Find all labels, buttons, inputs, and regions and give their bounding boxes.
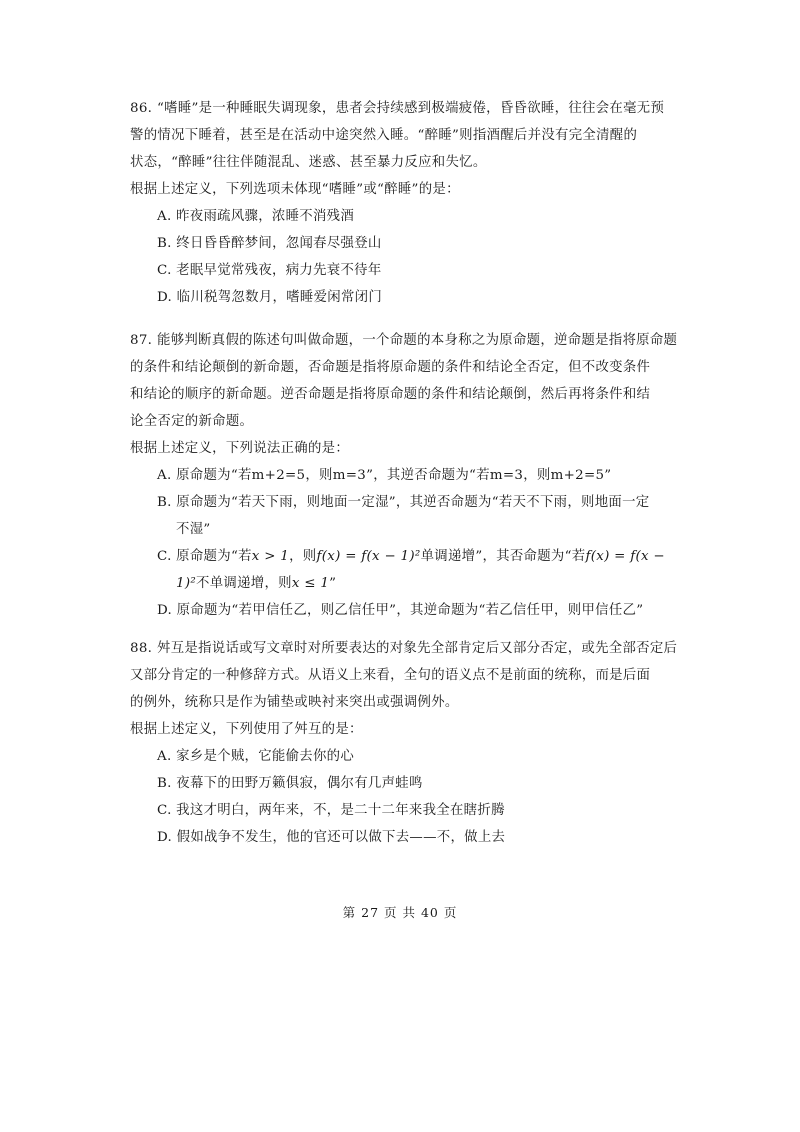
option-b-continued: 不湿” bbox=[176, 522, 211, 537]
math-expression: x ≤ 1 bbox=[291, 576, 330, 591]
option-c-continued bbox=[130, 570, 675, 597]
option-c: C. 老眠早觉常残夜，病力先衰不待年 bbox=[157, 263, 382, 278]
page-footer: 第 27 页 共 40 页 bbox=[342, 905, 458, 920]
option-c-text: ” bbox=[329, 576, 337, 591]
stem-line: 论全否定的新命题。 bbox=[130, 414, 254, 429]
stem-line: 状态，“醉睡”往往伴随混乱、迷惑、甚至暴力反应和失忆。 bbox=[130, 155, 487, 170]
stem-line: 根据上述定义，下列说法正确的是： bbox=[130, 441, 350, 456]
stem-line: 和结论的顺序的新命题。逆否命题是指将原命题的条件和结论颠倒，然后再将条件和结 bbox=[130, 387, 651, 402]
stem-line: 的条件和结论颠倒的新命题，否命题是指将原命题的条件和结论全否定，但不改变条件 bbox=[130, 360, 651, 375]
option-c-text: ，则 bbox=[289, 549, 317, 564]
option-b: B. 原命题为“若天下雨，则地面一定湿”，其逆否命题为“若天不下雨，则地面一定 bbox=[157, 495, 650, 510]
math-expression: f(x) = f(x − 1)² bbox=[316, 549, 421, 564]
option-b: B. 夜幕下的田野万籁俱寂，偶尔有几声蛙鸣 bbox=[157, 776, 423, 791]
question-87 bbox=[130, 327, 678, 624]
stem-line: 警的情况下睡着，甚至是在活动中途突然入睡。“醉睡”则指酒醒后并没有完全清醒的 bbox=[130, 128, 638, 143]
math-expression: 1)² bbox=[176, 576, 197, 591]
option-d: D. 假如战争不发生，他的官还可以做下去——不，做上去 bbox=[157, 830, 506, 845]
option-a: A. 昨夜雨疏风骤，浓睡不消残酒 bbox=[157, 209, 355, 224]
option-c: C. 我这才明白，两年来，不，是二十二年来我全在瞎折腾 bbox=[157, 803, 505, 818]
question-number: 88. bbox=[130, 641, 153, 656]
question-number: 86. bbox=[130, 101, 153, 116]
stem-line: “嗜睡”是一种睡眠失调现象，患者会持续感到极端疲倦，昏昏欲睡，往往会在毫无预 bbox=[157, 101, 665, 116]
math-expression: x > 1 bbox=[251, 549, 290, 564]
option-c-text: C. 原命题为“若 bbox=[157, 549, 252, 564]
stem-line: 又部分肯定的一种修辞方式。从语义上来看，全句的语义点不是前面的统称，而是后面 bbox=[130, 668, 651, 683]
option-d: D. 临川税驾忽数月，嗜睡爱闲常闭门 bbox=[157, 290, 383, 305]
option-a: A. 原命题为“若m+2=5，则m=3”，其逆否命题为“若m=3，则m+2=5” bbox=[157, 468, 612, 483]
option-b: B. 终日昏昏醉梦间，忽闻春尽强登山 bbox=[157, 236, 382, 251]
option-c bbox=[130, 543, 675, 570]
stem-line: 能够判断真假的陈述句叫做命题，一个命题的本身称之为原命题，逆命题是指将原命题 bbox=[157, 333, 678, 348]
stem-line: 根据上述定义，下列选项未体现“嗜睡”或“醉睡”的是： bbox=[130, 182, 460, 197]
stem-line: 舛互是指说话或写文章时对所要表达的对象先全部肯定后又部分否定，或先全部否定后 bbox=[157, 641, 678, 656]
question-86 bbox=[130, 95, 675, 311]
question-number: 87. bbox=[130, 333, 153, 348]
option-d: D. 原命题为“若甲信任乙，则乙信任甲”，其逆命题为“若乙信任甲，则甲信任乙” bbox=[157, 603, 644, 618]
stem-line: 根据上述定义，下列使用了舛互的是： bbox=[130, 722, 363, 737]
question-88 bbox=[130, 635, 678, 851]
option-c-text: 单调递增”，其否命题为“若 bbox=[420, 549, 586, 564]
math-expression: f(x) = f(x − bbox=[585, 549, 665, 564]
option-c-text: 不单调递增，则 bbox=[196, 576, 292, 591]
stem-line: 的例外，统称只是作为铺垫或映衬来突出或强调例外。 bbox=[130, 695, 459, 710]
option-a: A. 家乡是个贼，它能偷去你的心 bbox=[157, 749, 355, 764]
